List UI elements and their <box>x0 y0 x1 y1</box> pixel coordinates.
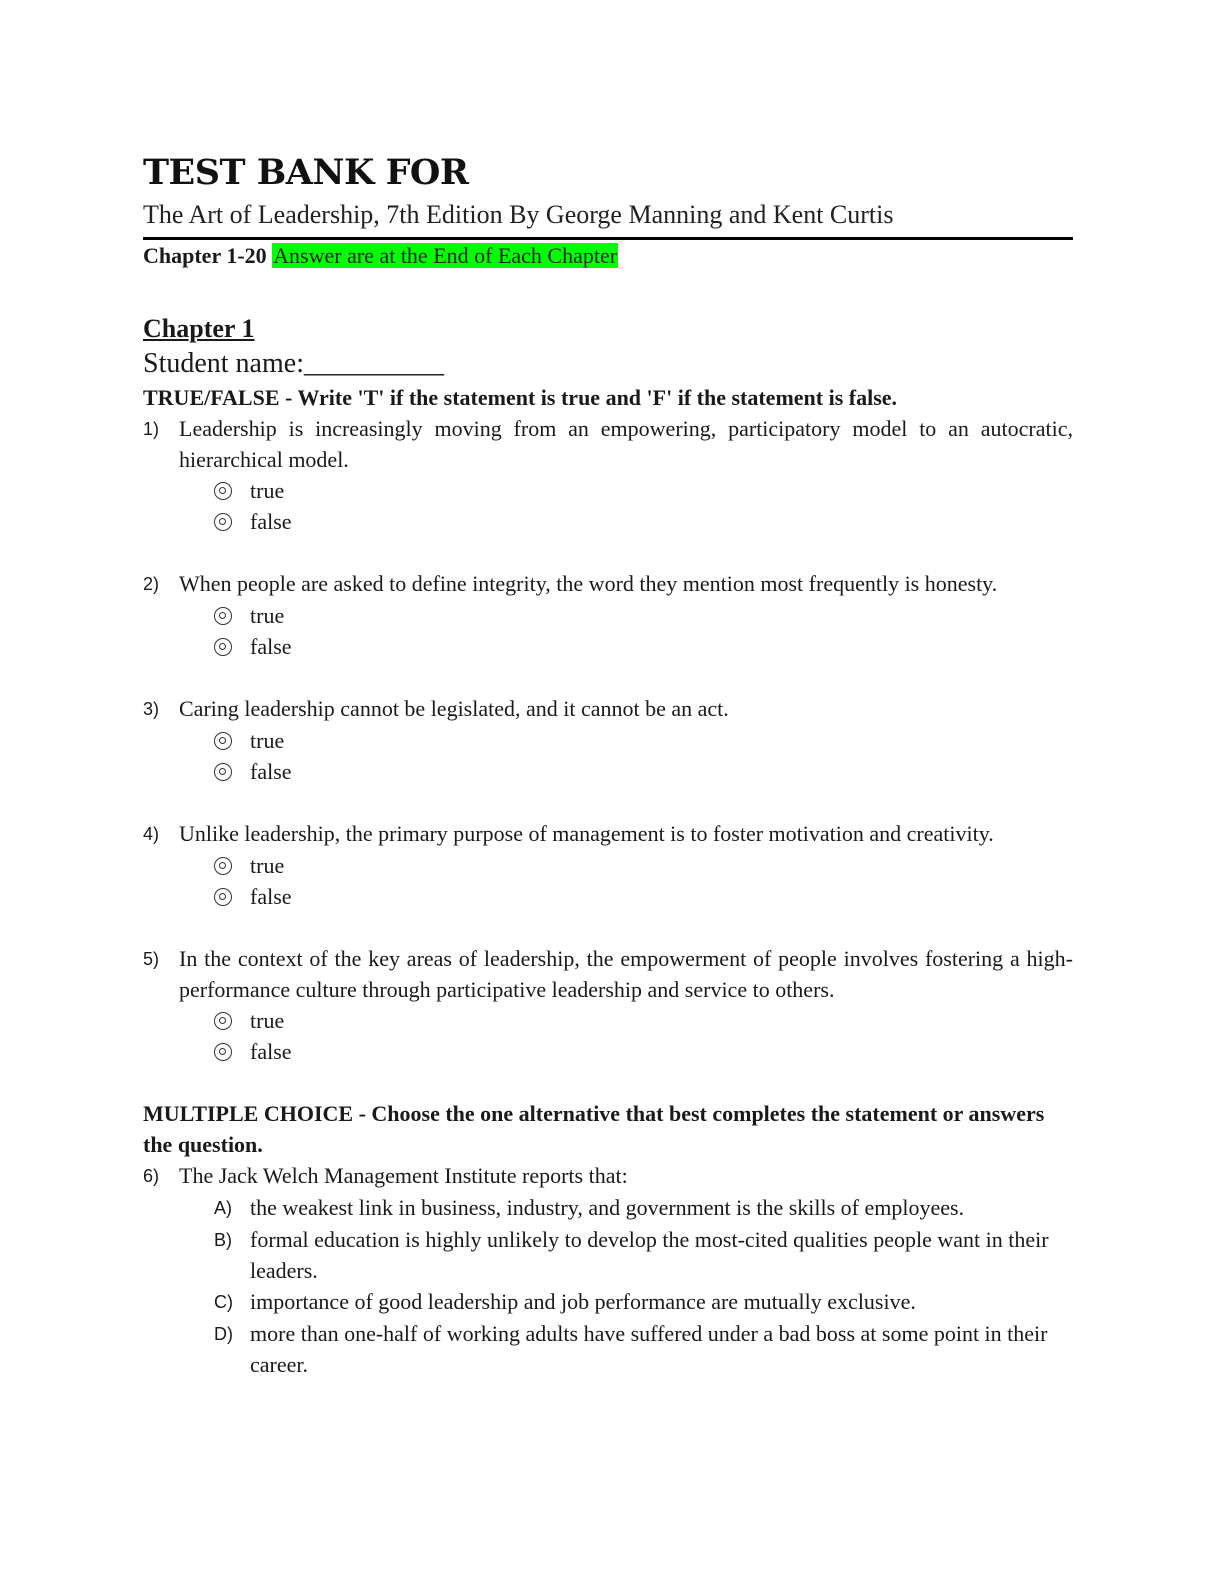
question-number: 3) <box>143 699 160 719</box>
question-text: Leadership is increasingly moving from an empowering, participatory model to an autocratic, hierarchical model. <box>179 416 1073 472</box>
radio-icon[interactable] <box>214 638 232 656</box>
question-number: 1) <box>143 419 160 439</box>
question-text: The Jack Welch Management Institute reports that: <box>179 1163 628 1188</box>
option-false[interactable] <box>214 881 1073 912</box>
option-true[interactable] <box>214 1005 1073 1036</box>
choice-letter: A) <box>214 1198 232 1218</box>
choice-text: more than one-half of working adults have suffered under a bad boss at some point in their career. <box>250 1321 1048 1377</box>
option-label: false <box>250 509 292 534</box>
radio-icon[interactable] <box>214 607 232 625</box>
radio-icon[interactable] <box>214 482 232 500</box>
option-label: false <box>250 1039 292 1064</box>
radio-icon[interactable] <box>214 1012 232 1030</box>
question-4 <box>143 818 1073 912</box>
student-name-field: Student name:__________ <box>143 348 444 379</box>
choice-text: the weakest link in business, industry, and government is the skills of employees. <box>250 1195 965 1220</box>
question-5 <box>143 943 1073 1067</box>
radio-icon[interactable] <box>214 513 232 531</box>
option-true[interactable] <box>214 850 1073 881</box>
question-1 <box>143 413 1073 537</box>
option-true[interactable] <box>214 600 1073 631</box>
option-label: false <box>250 759 292 784</box>
option-true[interactable] <box>214 475 1073 506</box>
choice-text: formal education is highly unlikely to develop the most-cited qualities people want in their leaders. <box>250 1227 1049 1283</box>
document-subtitle: The Art of Leadership, 7th Edition By George Manning and Kent Curtis <box>143 196 1073 240</box>
question-text: When people are asked to define integrity, the word they mention most frequently is honesty. <box>179 571 998 596</box>
radio-icon[interactable] <box>214 888 232 906</box>
question-3 <box>143 693 1073 787</box>
option-label: true <box>250 603 285 628</box>
chapter-range: Chapter 1-20 <box>143 243 267 268</box>
choice-letter: C) <box>214 1292 233 1312</box>
chapter-heading: Chapter 1 <box>143 314 255 343</box>
choice-a[interactable] <box>214 1192 1073 1224</box>
option-label: false <box>250 634 292 659</box>
choice-letter: D) <box>214 1324 233 1344</box>
question-text: Caring leadership cannot be legislated, and it cannot be an act. <box>179 696 729 721</box>
option-label: false <box>250 884 292 909</box>
chapter-range-line <box>143 240 1073 272</box>
question-number: 5) <box>143 949 160 969</box>
option-false[interactable] <box>214 1036 1073 1067</box>
option-label: true <box>250 728 285 753</box>
answers-note-highlight: Answer are at the End of Each Chapter <box>273 243 618 268</box>
question-text: In the context of the key areas of leadership, the empowerment of people involves fostering a high-performance culture through participative leadership and service to others. <box>179 946 1073 1002</box>
option-false[interactable] <box>214 506 1073 537</box>
question-6 <box>143 1160 1073 1380</box>
question-2 <box>143 568 1073 662</box>
option-true[interactable] <box>214 725 1073 756</box>
option-label: true <box>250 478 285 503</box>
choice-text: importance of good leadership and job performance are mutually exclusive. <box>250 1289 916 1314</box>
radio-icon[interactable] <box>214 732 232 750</box>
choice-d[interactable] <box>214 1318 1073 1380</box>
option-label: true <box>250 853 285 878</box>
multiple-choice-instructions: MULTIPLE CHOICE - Choose the one alternative that best completes the statement or answers the question. <box>143 1101 1045 1157</box>
question-number: 4) <box>143 824 160 844</box>
question-number: 6) <box>143 1166 160 1186</box>
option-false[interactable] <box>214 756 1073 787</box>
question-number: 2) <box>143 574 160 594</box>
radio-icon[interactable] <box>214 857 232 875</box>
radio-icon[interactable] <box>214 1043 232 1061</box>
option-false[interactable] <box>214 631 1073 662</box>
document-title: TEST BANK FOR <box>143 152 469 193</box>
option-label: true <box>250 1008 285 1033</box>
document-page <box>143 150 1073 1380</box>
true-false-instructions: TRUE/FALSE - Write 'T' if the statement is true and 'F' if the statement is false. <box>143 385 898 410</box>
choice-letter: B) <box>214 1230 232 1250</box>
choice-c[interactable] <box>214 1286 1073 1318</box>
question-text: Unlike leadership, the primary purpose of management is to foster motivation and creativity. <box>179 821 994 846</box>
choice-b[interactable] <box>214 1224 1073 1286</box>
radio-icon[interactable] <box>214 763 232 781</box>
